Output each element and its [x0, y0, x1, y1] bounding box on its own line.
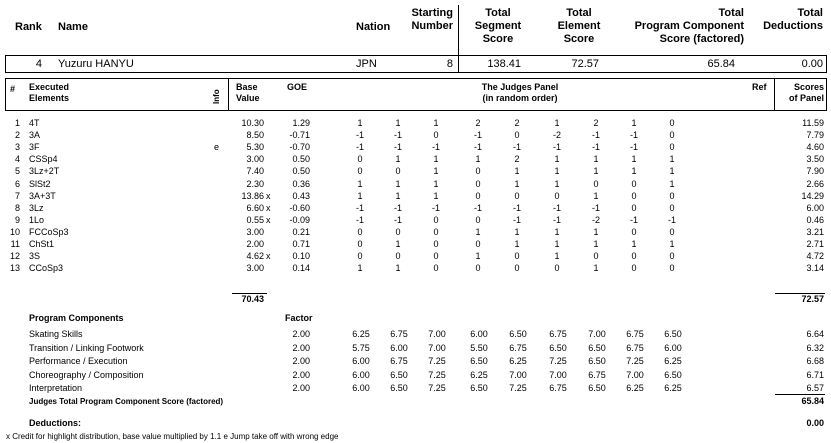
judge-score: -1: [431, 142, 440, 153]
component-judge-score: 6.50: [549, 342, 567, 353]
element-name: 3F: [29, 142, 40, 153]
component-factor: 2.00: [292, 342, 310, 353]
component-judge-score: 7.25: [428, 383, 446, 394]
component-factor: 2.00: [292, 383, 310, 394]
judge-score: 0: [669, 190, 675, 201]
judge-score: 0: [433, 226, 439, 237]
element-base-value: 7.40: [246, 166, 264, 177]
judge-score: 1: [669, 178, 675, 189]
element-panel-score: 2.71: [806, 239, 824, 249]
judge-score: -1: [473, 130, 482, 141]
judge-score: 1: [357, 178, 363, 189]
pcs-total: 65.84: [801, 396, 824, 406]
judge-score: 0: [475, 166, 481, 177]
judge-score: 1: [357, 263, 363, 274]
judge-score: 1: [631, 118, 637, 128]
judge-score: 1: [433, 118, 439, 128]
judge-score: 1: [433, 154, 439, 165]
component-judge-score: 6.75: [390, 329, 408, 339]
judge-score: 1: [593, 154, 599, 165]
element-name: SlSt2: [29, 178, 51, 189]
skater-nation: JPN: [356, 58, 377, 70]
judge-score: 1: [433, 190, 439, 201]
judge-score: -1: [355, 142, 364, 153]
element-name: CSSp4: [29, 154, 58, 165]
component-factor: 2.00: [292, 329, 310, 339]
element-number: 10: [9, 226, 20, 237]
component-name: Transition / Linking Footwork: [29, 342, 144, 353]
component-judge-score: 7.25: [626, 356, 644, 367]
component-name: Skating Skills: [29, 329, 83, 339]
judge-score: -1: [473, 202, 482, 213]
base-value-total: 70.43: [241, 294, 264, 304]
footnote: x Credit for highlight distribution, base value multiplied by 1.1 e Jump take off with wrong edge: [6, 432, 339, 441]
element-bonus-mark: x: [266, 214, 271, 225]
judge-score: 0: [475, 178, 481, 189]
component-judge-score: 6.50: [509, 329, 527, 339]
element-info: e: [214, 142, 220, 153]
judge-score: -1: [591, 142, 600, 153]
element-base-value: 13.86: [241, 190, 264, 201]
component-judge-score: 6.25: [509, 356, 527, 367]
element-panel-score: 3.50: [806, 154, 824, 165]
judge-score: 1: [514, 178, 520, 189]
judge-score: 0: [631, 263, 637, 274]
component-judge-score: 6.00: [352, 356, 370, 367]
judge-score: -1: [512, 202, 521, 213]
judge-score: 1: [631, 166, 637, 177]
judge-score: -1: [355, 202, 364, 213]
component-judge-score: 6.75: [626, 342, 644, 353]
judge-score: -1: [629, 130, 638, 141]
element-goe: 1.29: [292, 118, 310, 128]
judge-score: 0: [395, 226, 401, 237]
judge-score: 0: [475, 263, 481, 274]
element-goe: -0.09: [289, 214, 310, 225]
component-panel-score: 6.71: [806, 369, 824, 380]
judge-score: 0: [357, 239, 363, 249]
element-number: 13: [9, 263, 20, 274]
info-header: Info: [212, 89, 221, 104]
element-number: 7: [14, 190, 20, 201]
component-panel-score: 6.68: [806, 356, 824, 367]
ref-header: Ref: [752, 82, 767, 92]
judge-score: 1: [475, 251, 481, 262]
component-judge-score: 6.50: [470, 356, 488, 367]
judge-score: 0: [514, 130, 520, 141]
element-number: 8: [14, 202, 20, 213]
judge-score: 0: [669, 118, 675, 128]
judge-score: 0: [433, 214, 439, 225]
total-segment-score-header: Total Segment Score: [474, 7, 522, 45]
element-panel-score: 7.79: [806, 130, 824, 141]
component-judge-score: 6.75: [549, 329, 567, 339]
element-goe: 0.50: [292, 154, 310, 165]
scores-of-panel-header: Scores of Panel: [788, 82, 824, 103]
component-judge-score: 6.00: [664, 342, 682, 353]
judge-score: 0: [669, 251, 675, 262]
element-panel-score: 0.46: [806, 214, 824, 225]
judge-score: 1: [475, 154, 481, 165]
skater-element-score: 72.57: [571, 58, 599, 70]
component-name: Performance / Execution: [29, 356, 128, 367]
component-judge-score: 6.25: [470, 369, 488, 380]
judge-score: 1: [669, 239, 675, 249]
component-judge-score: 6.50: [390, 369, 408, 380]
element-panel-score: 2.66: [806, 178, 824, 189]
component-judge-score: 6.00: [352, 369, 370, 380]
name-header: Name: [58, 21, 88, 33]
deductions-value: 0.00: [806, 418, 824, 428]
judge-score: 1: [593, 263, 599, 274]
judge-score: 1: [395, 118, 401, 128]
base-value-header: Base Value: [236, 82, 260, 103]
element-goe: 0.43: [292, 190, 310, 201]
component-judge-score: 7.25: [428, 356, 446, 367]
element-name: CCoSp3: [29, 263, 64, 274]
judge-score: -1: [355, 130, 364, 141]
judge-score: -1: [552, 202, 561, 213]
judge-score: -1: [552, 214, 561, 225]
judge-score: 1: [395, 239, 401, 249]
judge-score: -1: [512, 214, 521, 225]
judge-score: 1: [631, 154, 637, 165]
element-name: 4T: [29, 118, 40, 128]
judge-score: 1: [554, 166, 560, 177]
judge-score: -1: [393, 214, 402, 225]
starting-number-header: Starting Number: [411, 7, 453, 32]
component-judge-score: 7.25: [549, 356, 567, 367]
judge-score: 0: [669, 202, 675, 213]
rank-header: Rank: [15, 21, 42, 33]
element-name: 3S: [29, 251, 41, 262]
element-goe: -0.60: [289, 202, 310, 213]
judge-score: 1: [395, 154, 401, 165]
element-name: 3A: [29, 130, 41, 141]
judge-score: 1: [357, 118, 363, 128]
judge-score: 1: [593, 190, 599, 201]
element-number: 6: [14, 178, 20, 189]
total-element-score-header: Total Element Score: [557, 7, 601, 45]
elements-score-total: 72.57: [801, 294, 824, 304]
component-name: Interpretation: [29, 383, 83, 394]
element-panel-score: 4.60: [806, 142, 824, 153]
judge-score: 0: [357, 226, 363, 237]
element-goe: -0.71: [289, 130, 310, 141]
component-judge-score: 6.50: [390, 383, 408, 394]
skater-deductions: 0.00: [801, 58, 823, 70]
judge-score: 0: [631, 178, 637, 189]
executed-elements-header: Executed Elements: [29, 82, 70, 103]
judge-score: 1: [395, 190, 401, 201]
element-number: 12: [9, 251, 20, 262]
element-name: FCCoSp3: [29, 226, 69, 237]
skater-segment-score: 138.41: [487, 58, 521, 70]
judge-score: 0: [357, 251, 363, 262]
deductions-label: Deductions:: [29, 418, 82, 428]
component-judge-score: 6.75: [626, 329, 644, 339]
element-base-value: 10.30: [241, 118, 264, 128]
element-base-value: 0.55: [246, 214, 264, 225]
judge-score: 0: [395, 166, 401, 177]
element-base-value: 3.00: [246, 263, 264, 274]
component-judge-score: 6.50: [664, 369, 682, 380]
element-bonus-mark: x: [266, 202, 271, 213]
judge-score: 1: [475, 226, 481, 237]
element-name: 3Lz: [29, 202, 44, 213]
judge-score: 1: [514, 226, 520, 237]
element-base-value: 3.00: [246, 226, 264, 237]
judge-score: -1: [393, 142, 402, 153]
judge-score: -2: [552, 130, 561, 141]
skater-starting-number: 8: [446, 58, 453, 70]
element-goe: 0.50: [292, 166, 310, 177]
element-panel-score: 14.29: [801, 190, 824, 201]
element-name: 1Lo: [29, 214, 45, 225]
judge-score: -1: [552, 142, 561, 153]
component-judge-score: 6.00: [352, 383, 370, 394]
judges-panel-header: The Judges Panel (in random order): [481, 82, 559, 103]
judge-score: 1: [433, 178, 439, 189]
component-judge-score: 6.75: [509, 342, 527, 353]
judge-score: -2: [591, 214, 600, 225]
element-num-header: #: [10, 84, 16, 94]
element-base-value: 4.62: [246, 251, 264, 262]
element-base-value: 3.00: [246, 154, 264, 165]
element-bonus-mark: x: [266, 251, 271, 262]
element-goe: 0.36: [292, 178, 310, 189]
judge-score: 2: [593, 118, 599, 128]
component-judge-score: 7.00: [626, 369, 644, 380]
element-base-value: 2.00: [246, 239, 264, 249]
judge-score: -1: [393, 130, 402, 141]
judge-score: 0: [669, 226, 675, 237]
element-goe: 0.21: [292, 226, 310, 237]
judge-score: 0: [514, 251, 520, 262]
element-goe: 0.71: [292, 239, 310, 249]
judge-score: 1: [669, 154, 675, 165]
component-judge-score: 6.00: [390, 342, 408, 353]
judge-score: 0: [593, 178, 599, 189]
judge-score: 0: [514, 263, 520, 274]
element-number: 11: [10, 239, 20, 249]
element-panel-score: 3.14: [806, 263, 824, 274]
judge-score: 0: [395, 251, 401, 262]
judge-score: -1: [667, 214, 676, 225]
judge-score: 1: [554, 226, 560, 237]
judge-score: -1: [591, 202, 600, 213]
judge-score: 1: [514, 239, 520, 249]
total-deductions-header: Total Deductions: [763, 7, 823, 32]
element-panel-score: 7.90: [806, 166, 824, 177]
skater-rank: 4: [35, 58, 42, 70]
component-factor: 2.00: [292, 369, 310, 380]
judge-score: 1: [433, 166, 439, 177]
component-judge-score: 6.00: [470, 329, 488, 339]
judge-score: 0: [433, 130, 439, 141]
judge-score: 1: [554, 118, 560, 128]
component-judge-score: 7.00: [588, 329, 606, 339]
judge-score: -1: [629, 142, 638, 153]
judge-score: 0: [554, 190, 560, 201]
element-panel-score: 6.00: [806, 202, 824, 213]
element-number: 2: [14, 130, 20, 141]
component-factor: 2.00: [292, 356, 310, 367]
component-judge-score: 7.00: [509, 369, 527, 380]
judge-score: 0: [433, 251, 439, 262]
element-panel-score: 11.59: [802, 118, 824, 128]
judge-score: 0: [554, 263, 560, 274]
judge-score: 1: [554, 251, 560, 262]
total-pcs-header: Total Program Component Score (factored): [634, 7, 744, 45]
pcs-total-label: Judges Total Program Component Score (factored): [29, 397, 224, 406]
judge-score: 1: [514, 166, 520, 177]
judge-score: 0: [593, 251, 599, 262]
component-judge-score: 6.25: [664, 383, 682, 394]
judge-score: -1: [512, 142, 521, 153]
judge-score: 0: [669, 130, 675, 141]
component-judge-score: 7.00: [428, 329, 446, 339]
judge-score: 1: [554, 154, 560, 165]
component-judge-score: 6.25: [352, 329, 370, 339]
element-goe: 0.10: [292, 251, 310, 262]
element-number: 5: [14, 166, 20, 177]
element-name: 3A+3T: [29, 190, 56, 201]
component-panel-score: 6.64: [806, 329, 824, 339]
component-judge-score: 6.25: [626, 383, 644, 394]
judge-score: 0: [514, 190, 520, 201]
judge-score: 1: [395, 178, 401, 189]
judge-score: 2: [514, 118, 520, 128]
component-judge-score: 6.25: [664, 356, 682, 367]
element-goe: 0.14: [292, 263, 310, 274]
component-judge-score: 7.25: [509, 383, 527, 394]
component-judge-score: 6.75: [588, 369, 606, 380]
skater-pcs: 65.84: [707, 58, 735, 70]
component-name: Choreography / Composition: [29, 369, 144, 380]
element-base-value: 6.60: [246, 202, 264, 213]
judge-score: 0: [475, 214, 481, 225]
judge-score: 1: [395, 263, 401, 274]
component-judge-score: 6.50: [470, 383, 488, 394]
judge-score: 1: [554, 239, 560, 249]
program-components-title: Program Components: [29, 313, 124, 323]
judge-score: 0: [357, 166, 363, 177]
element-goe: -0.70: [289, 142, 310, 153]
element-panel-score: 3.21: [806, 226, 824, 237]
component-panel-score: 6.57: [806, 383, 824, 394]
judge-score: 0: [475, 190, 481, 201]
factor-header: Factor: [285, 313, 313, 323]
judge-score: -1: [393, 202, 402, 213]
element-base-value: 2.30: [246, 178, 264, 189]
element-name: 3Lz+2T: [29, 166, 60, 177]
component-judge-score: 6.75: [390, 356, 408, 367]
judge-score: 1: [593, 226, 599, 237]
judge-score: -1: [355, 214, 364, 225]
component-judge-score: 6.50: [588, 342, 606, 353]
judge-score: 1: [669, 166, 675, 177]
judge-score: 0: [475, 239, 481, 249]
skater-name: Yuzuru HANYU: [58, 58, 134, 70]
judge-score: -1: [629, 214, 638, 225]
judge-score: 0: [433, 263, 439, 274]
judge-score: -1: [473, 142, 482, 153]
element-number: 9: [14, 214, 20, 225]
judge-score: -1: [431, 202, 440, 213]
judge-score: 0: [631, 251, 637, 262]
element-bonus-mark: x: [266, 190, 271, 201]
element-panel-score: 4.72: [806, 251, 824, 262]
judge-score: 0: [631, 202, 637, 213]
element-base-value: 8.50: [246, 130, 264, 141]
judge-score: 0: [433, 239, 439, 249]
component-judge-score: 5.50: [470, 342, 488, 353]
judge-score: 0: [669, 142, 675, 153]
judge-score: 1: [593, 166, 599, 177]
judge-score: 1: [593, 239, 599, 249]
component-judge-score: 7.00: [428, 342, 446, 353]
element-number: 1: [14, 118, 20, 128]
judge-score: 2: [514, 154, 520, 165]
nation-header: Nation: [356, 21, 391, 33]
component-judge-score: 6.50: [664, 329, 682, 339]
judge-score: 0: [357, 154, 363, 165]
element-number: 4: [14, 154, 20, 165]
judge-score: 2: [475, 118, 481, 128]
component-judge-score: 6.50: [588, 356, 606, 367]
goe-header: GOE: [287, 82, 308, 92]
component-judge-score: 7.00: [549, 369, 567, 380]
judge-score: 0: [631, 190, 637, 201]
judge-score: 0: [631, 226, 637, 237]
judge-score: 1: [631, 239, 637, 249]
element-name: ChSt1: [29, 239, 55, 249]
component-panel-score: 6.32: [806, 342, 824, 353]
judge-score: 1: [357, 190, 363, 201]
component-judge-score: 5.75: [352, 342, 370, 353]
element-base-value: 5.30: [246, 142, 264, 153]
component-judge-score: 6.75: [549, 383, 567, 394]
judge-score: 1: [554, 178, 560, 189]
element-number: 3: [14, 142, 20, 153]
component-judge-score: 7.25: [428, 369, 446, 380]
component-judge-score: 6.50: [588, 383, 606, 394]
judge-score: 0: [669, 263, 675, 274]
judge-score: -1: [591, 130, 600, 141]
